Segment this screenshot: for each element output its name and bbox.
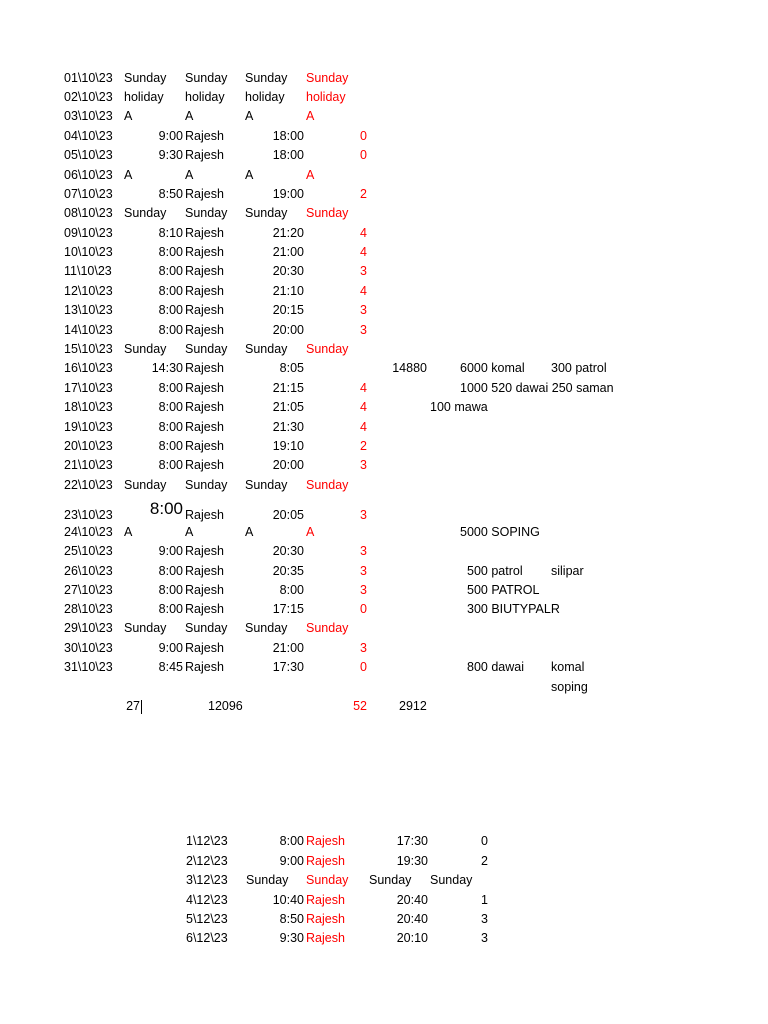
table-row — [0, 88, 768, 107]
in-cell[interactable]: 8:00 — [158, 420, 183, 434]
name-cell[interactable]: Rajesh — [185, 641, 224, 655]
date-cell[interactable]: 07\10\23 — [64, 187, 113, 201]
note-cell[interactable]: silipar — [551, 564, 584, 578]
out-cell[interactable]: holiday — [245, 90, 285, 104]
in-cell[interactable]: 8:10 — [158, 226, 183, 240]
date-cell[interactable]: 08\10\23 — [64, 206, 113, 220]
in-cell[interactable]: 8:00 — [158, 264, 183, 278]
name-cell[interactable]: Rajesh — [185, 381, 224, 395]
table-row — [0, 832, 768, 851]
table-row — [0, 146, 768, 165]
date-cell[interactable]: 28\10\23 — [64, 602, 113, 616]
name-cell[interactable]: Rajesh — [185, 508, 224, 522]
date-cell[interactable]: 21\10\23 — [64, 458, 113, 472]
table-row — [0, 619, 768, 638]
note-cell[interactable]: 800 dawai — [467, 660, 524, 674]
date-cell[interactable]: 18\10\23 — [64, 400, 113, 414]
in-cell[interactable]: 8:00 — [158, 284, 183, 298]
name-cell[interactable]: Rajesh — [306, 893, 345, 907]
date-cell[interactable]: 29\10\23 — [64, 621, 113, 635]
ot-cell[interactable]: Sunday — [306, 621, 349, 635]
in-cell[interactable]: Sunday — [124, 206, 167, 220]
date-cell[interactable]: 01\10\23 — [64, 71, 113, 85]
out-cell[interactable]: 21:00 — [272, 641, 304, 655]
date-cell[interactable]: 25\10\23 — [64, 544, 113, 558]
table-row — [0, 581, 768, 600]
ot-cell[interactable]: 3 — [360, 264, 367, 278]
out-cell[interactable]: 20:00 — [272, 323, 304, 337]
in-cell[interactable]: 8:00 — [158, 564, 183, 578]
ot-cell[interactable]: 0 — [360, 148, 367, 162]
date-cell[interactable]: 20\10\23 — [64, 439, 113, 453]
table-row — [0, 301, 768, 320]
out-cell[interactable]: Sunday — [245, 71, 288, 85]
ot-cell[interactable]: 3 — [360, 323, 367, 337]
name-cell[interactable]: Rajesh — [185, 361, 224, 375]
in-cell[interactable]: 8:00 — [149, 499, 183, 518]
name-cell[interactable]: A — [185, 525, 194, 539]
total-days-cell[interactable]: 27 — [126, 699, 140, 713]
table-row — [0, 340, 768, 359]
name-cell[interactable]: Rajesh — [185, 439, 224, 453]
note-cell[interactable]: komal — [551, 660, 585, 674]
out-cell[interactable]: 19:00 — [272, 187, 304, 201]
ot-cell[interactable]: Sunday — [306, 71, 349, 85]
date-cell[interactable]: 24\10\23 — [64, 525, 113, 539]
total-ot-cell[interactable]: 52 — [353, 699, 367, 713]
date-cell[interactable]: 26\10\23 — [64, 564, 113, 578]
date-cell[interactable]: 4\12\23 — [186, 893, 228, 907]
in-cell[interactable]: Sunday — [124, 478, 167, 492]
name-cell[interactable]: Rajesh — [185, 303, 224, 317]
table-row — [0, 456, 768, 475]
total-amount-cell[interactable]: 12096 — [208, 699, 243, 713]
ot-cell[interactable]: 3 — [360, 508, 367, 522]
ot-cell[interactable]: Sunday — [430, 873, 473, 887]
in-cell[interactable]: A — [124, 109, 133, 123]
table-row — [0, 871, 768, 890]
name-cell[interactable]: Rajesh — [185, 583, 224, 597]
name-cell[interactable]: A — [185, 109, 194, 123]
ot-cell[interactable]: 4 — [360, 420, 367, 434]
name-cell[interactable]: Rajesh — [185, 284, 224, 298]
ot-cell[interactable]: 2 — [360, 187, 367, 201]
date-cell[interactable]: 16\10\23 — [64, 361, 113, 375]
ot-cell[interactable]: 3 — [360, 564, 367, 578]
date-cell[interactable]: 1\12\23 — [186, 834, 228, 848]
date-cell[interactable]: 10\10\23 — [64, 245, 113, 259]
out-cell[interactable]: 17:15 — [272, 602, 304, 616]
ot-cell[interactable]: 2 — [481, 854, 488, 868]
out-cell[interactable]: 21:30 — [272, 420, 304, 434]
date-cell[interactable]: 31\10\23 — [64, 660, 113, 674]
table-row — [0, 262, 768, 281]
table-row — [0, 678, 768, 697]
in-cell[interactable]: 9:30 — [279, 931, 304, 945]
in-cell[interactable]: 8:45 — [158, 660, 183, 674]
in-cell[interactable]: 8:00 — [158, 583, 183, 597]
ot-cell[interactable]: 3 — [360, 303, 367, 317]
name-cell[interactable]: Sunday — [306, 873, 349, 887]
in-cell[interactable]: 8:50 — [279, 912, 304, 926]
in-cell[interactable]: 8:00 — [279, 834, 304, 848]
name-cell[interactable]: holiday — [185, 90, 225, 104]
out-cell[interactable]: 20:05 — [272, 508, 304, 522]
out-cell[interactable]: 20:10 — [396, 931, 428, 945]
out-cell[interactable]: 20:40 — [396, 912, 428, 926]
ot-cell[interactable]: 3 — [360, 458, 367, 472]
in-cell[interactable]: Sunday — [246, 873, 289, 887]
date-cell[interactable]: 02\10\23 — [64, 90, 113, 104]
out-cell[interactable]: 20:30 — [272, 264, 304, 278]
out-cell[interactable]: 19:30 — [396, 854, 428, 868]
out-cell[interactable]: 18:00 — [272, 129, 304, 143]
date-cell[interactable]: 30\10\23 — [64, 641, 113, 655]
table-row — [0, 69, 768, 88]
in-cell[interactable]: 9:00 — [158, 641, 183, 655]
in-cell[interactable]: 10:40 — [272, 893, 304, 907]
ot-cell[interactable]: 3 — [481, 912, 488, 926]
table-row — [0, 321, 768, 340]
ot-cell[interactable]: 0 — [360, 129, 367, 143]
date-cell[interactable]: 22\10\23 — [64, 478, 113, 492]
in-cell[interactable]: 9:00 — [158, 544, 183, 558]
date-cell[interactable]: 09\10\23 — [64, 226, 113, 240]
table-row — [0, 359, 768, 378]
date-cell[interactable]: 6\12\23 — [186, 931, 228, 945]
in-cell[interactable]: 9:00 — [158, 129, 183, 143]
name-cell[interactable]: Rajesh — [185, 148, 224, 162]
in-cell[interactable]: A — [124, 525, 133, 539]
out-cell[interactable]: 21:00 — [272, 245, 304, 259]
out-cell[interactable]: Sunday — [245, 478, 288, 492]
ot-cell[interactable]: holiday — [306, 90, 346, 104]
note-cell[interactable]: 300 BIUTYPALR — [467, 602, 560, 616]
ot-cell[interactable]: 4 — [360, 284, 367, 298]
name-cell[interactable]: Rajesh — [185, 660, 224, 674]
in-cell[interactable]: holiday — [124, 90, 164, 104]
name-cell[interactable]: Rajesh — [185, 264, 224, 278]
out-cell[interactable]: 21:15 — [272, 381, 304, 395]
name-cell[interactable]: Rajesh — [185, 544, 224, 558]
table-row — [0, 379, 768, 398]
date-cell[interactable]: 03\10\23 — [64, 109, 113, 123]
table-row — [0, 204, 768, 223]
note-cell[interactable]: 5000 SOPING — [460, 525, 540, 539]
in-cell[interactable]: Sunday — [124, 621, 167, 635]
date-cell[interactable]: 14\10\23 — [64, 323, 113, 337]
table-row — [0, 282, 768, 301]
ot-cell[interactable]: 4 — [360, 400, 367, 414]
out-cell[interactable]: 17:30 — [272, 660, 304, 674]
name-cell[interactable]: Sunday — [185, 206, 228, 220]
cell-cursor — [141, 700, 144, 714]
out-cell[interactable]: 19:10 — [272, 439, 304, 453]
table-row — [0, 185, 768, 204]
table-row — [0, 418, 768, 437]
table-row — [0, 523, 768, 542]
table-row — [0, 398, 768, 417]
ot-cell[interactable]: 2 — [360, 439, 367, 453]
table-row — [0, 542, 768, 561]
note-cell[interactable]: 100 mawa — [430, 400, 488, 414]
ot-cell[interactable]: 1 — [481, 893, 488, 907]
in-cell[interactable]: A — [124, 168, 133, 182]
date-cell[interactable]: 12\10\23 — [64, 284, 113, 298]
ot-cell[interactable]: A — [306, 168, 315, 182]
date-cell[interactable]: 13\10\23 — [64, 303, 113, 317]
table-row — [0, 600, 768, 619]
ot-cell[interactable]: A — [306, 109, 315, 123]
table-row — [0, 498, 768, 524]
date-cell[interactable]: 2\12\23 — [186, 854, 228, 868]
name-cell[interactable]: Rajesh — [185, 245, 224, 259]
table-row — [0, 107, 768, 126]
table-row — [0, 658, 768, 677]
note-cell[interactable]: 500 patrol — [467, 564, 523, 578]
table-row — [0, 224, 768, 243]
out-cell[interactable]: A — [245, 168, 254, 182]
out-cell[interactable]: 18:00 — [272, 148, 304, 162]
date-cell[interactable]: 27\10\23 — [64, 583, 113, 597]
name-cell[interactable]: Rajesh — [185, 458, 224, 472]
ot-cell[interactable]: 4 — [360, 381, 367, 395]
note-total-cell[interactable]: 14880 — [392, 361, 427, 375]
name-cell[interactable]: Rajesh — [185, 602, 224, 616]
ot-cell[interactable]: 4 — [360, 245, 367, 259]
note-cell[interactable]: 1000 520 dawai 250 saman — [460, 381, 614, 395]
in-cell[interactable]: 8:00 — [158, 400, 183, 414]
date-cell[interactable]: 17\10\23 — [64, 381, 113, 395]
in-cell[interactable]: 14:30 — [151, 361, 183, 375]
name-cell[interactable]: Sunday — [185, 71, 228, 85]
table-row — [0, 437, 768, 456]
note-cell[interactable]: 500 PATROL — [467, 583, 540, 597]
date-cell[interactable]: 04\10\23 — [64, 129, 113, 143]
name-cell[interactable]: Sunday — [185, 478, 228, 492]
table-row — [0, 562, 768, 581]
in-cell[interactable]: Sunday — [124, 342, 167, 356]
ot-cell[interactable]: 0 — [481, 834, 488, 848]
out-cell[interactable]: Sunday — [245, 342, 288, 356]
in-cell[interactable]: 8:00 — [158, 323, 183, 337]
note-cell[interactable]: 300 patrol — [551, 361, 607, 375]
in-cell[interactable]: 8:50 — [158, 187, 183, 201]
in-cell[interactable]: 9:30 — [158, 148, 183, 162]
table-row — [0, 910, 768, 929]
note-cell[interactable]: soping — [551, 680, 588, 694]
out-cell[interactable]: 8:00 — [279, 583, 304, 597]
date-cell[interactable]: 19\10\23 — [64, 420, 113, 434]
date-cell[interactable]: 3\12\23 — [186, 873, 228, 887]
out-cell[interactable]: 17:30 — [396, 834, 428, 848]
name-cell[interactable]: Rajesh — [306, 834, 345, 848]
total-extra-cell[interactable]: 2912 — [399, 699, 427, 713]
out-cell[interactable]: 20:40 — [396, 893, 428, 907]
name-cell[interactable]: A — [185, 168, 194, 182]
out-cell[interactable]: A — [245, 109, 254, 123]
in-cell[interactable]: 8:00 — [158, 458, 183, 472]
name-cell[interactable]: Rajesh — [185, 400, 224, 414]
out-cell[interactable]: 21:10 — [272, 284, 304, 298]
ot-cell[interactable]: 0 — [360, 660, 367, 674]
out-cell[interactable]: 20:15 — [272, 303, 304, 317]
in-cell[interactable]: 8:00 — [158, 245, 183, 259]
name-cell[interactable]: Rajesh — [185, 564, 224, 578]
out-cell[interactable]: 20:35 — [272, 564, 304, 578]
table-row — [0, 929, 768, 948]
table-row — [0, 639, 768, 658]
ot-cell[interactable]: Sunday — [306, 478, 349, 492]
out-cell[interactable]: 20:30 — [272, 544, 304, 558]
name-cell[interactable]: Rajesh — [185, 226, 224, 240]
name-cell[interactable]: Rajesh — [185, 187, 224, 201]
name-cell[interactable]: Sunday — [185, 621, 228, 635]
table-row — [0, 243, 768, 262]
out-cell[interactable]: 20:00 — [272, 458, 304, 472]
name-cell[interactable]: Rajesh — [306, 931, 345, 945]
table-row — [0, 166, 768, 185]
date-cell[interactable]: 23\10\23 — [64, 508, 113, 522]
note-cell[interactable]: 6000 komal — [460, 361, 525, 375]
out-cell[interactable]: Sunday — [245, 621, 288, 635]
out-cell[interactable]: Sunday — [245, 206, 288, 220]
in-cell[interactable]: 8:00 — [158, 303, 183, 317]
name-cell[interactable]: Sunday — [185, 342, 228, 356]
name-cell[interactable]: Rajesh — [306, 912, 345, 926]
date-cell[interactable]: 5\12\23 — [186, 912, 228, 926]
ot-cell[interactable]: 3 — [360, 583, 367, 597]
out-cell[interactable]: 8:05 — [279, 361, 304, 375]
out-cell[interactable]: A — [245, 525, 254, 539]
totals-row — [0, 697, 768, 716]
date-cell[interactable]: 05\10\23 — [64, 148, 113, 162]
in-cell[interactable]: 9:00 — [279, 854, 304, 868]
table-row — [0, 852, 768, 871]
in-cell[interactable]: Sunday — [124, 71, 167, 85]
date-cell[interactable]: 11\10\23 — [64, 264, 112, 278]
ot-cell[interactable]: 3 — [360, 641, 367, 655]
ot-cell[interactable]: Sunday — [306, 206, 349, 220]
ot-cell[interactable]: 3 — [360, 544, 367, 558]
table-row — [0, 891, 768, 910]
ot-cell[interactable]: 4 — [360, 226, 367, 240]
ot-cell[interactable] — [306, 359, 367, 378]
out-cell[interactable]: 21:20 — [272, 226, 304, 240]
ot-cell[interactable]: Sunday — [306, 342, 349, 356]
date-cell[interactable]: 06\10\23 — [64, 168, 113, 182]
table-row — [0, 476, 768, 495]
name-cell[interactable]: Rajesh — [185, 420, 224, 434]
name-cell[interactable]: Rajesh — [185, 323, 224, 337]
ot-cell[interactable]: 3 — [481, 931, 488, 945]
in-cell[interactable]: 8:00 — [158, 439, 183, 453]
name-cell[interactable]: Rajesh — [306, 854, 345, 868]
date-cell[interactable]: 15\10\23 — [64, 342, 113, 356]
ot-cell[interactable]: A — [306, 525, 315, 539]
out-cell[interactable]: 21:05 — [272, 400, 304, 414]
table-row — [0, 127, 768, 146]
in-cell[interactable]: 8:00 — [158, 381, 183, 395]
ot-cell[interactable]: 0 — [360, 602, 367, 616]
out-cell[interactable]: Sunday — [369, 873, 412, 887]
in-cell[interactable]: 8:00 — [158, 602, 183, 616]
name-cell[interactable]: Rajesh — [185, 129, 224, 143]
